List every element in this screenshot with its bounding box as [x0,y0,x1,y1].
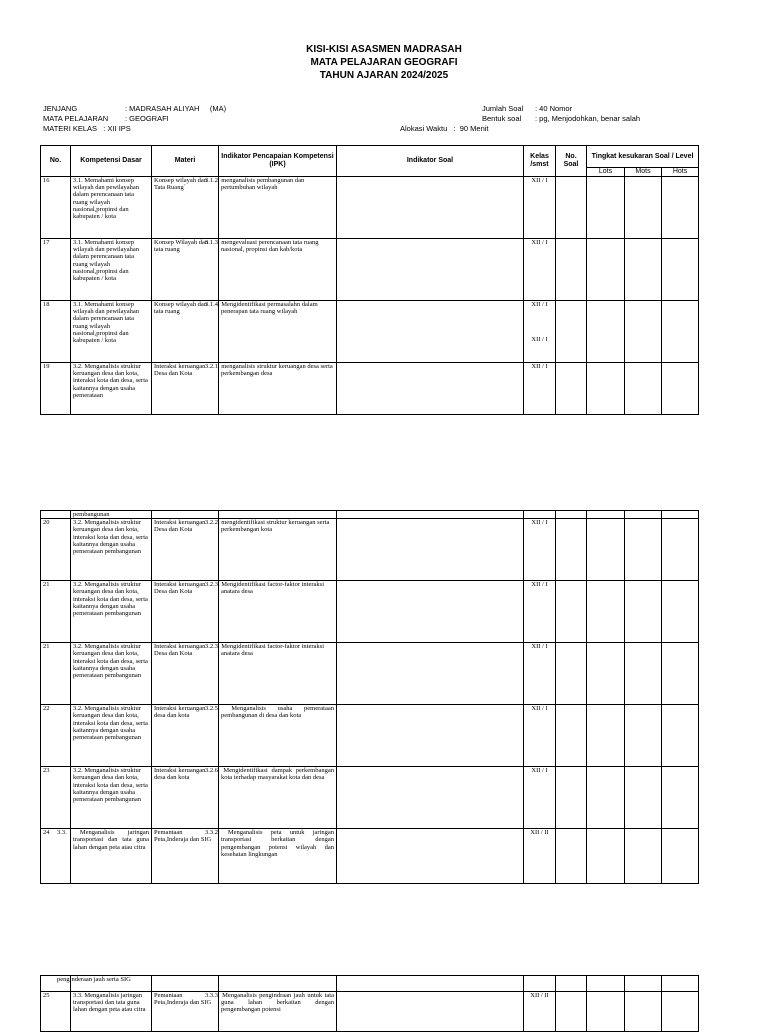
header-materi: Materi [152,146,219,177]
header-no-soal: No. Soal [556,146,587,177]
cell-kelas: XII / I [524,239,556,301]
cell-kd-continuation: penginderaan jauh serta SIG [71,976,152,992]
cell-hots [662,705,699,767]
cell-hots [662,177,699,239]
bentuk-soal-label: Bentuk soal [482,114,522,123]
table-row [41,829,699,884]
cell-lots [587,239,625,301]
cell-lots [587,767,625,829]
cell-kd: 3.2. Menganalisis struktur keruangan desa dan kota, interaksi kota dan desa, serta kaitannya dengan usaha pemerataan pembangunan [71,643,152,705]
cell-no: 19 [41,363,71,415]
mapel-label: MATA PELAJARAN [43,114,109,123]
cell-mots [625,992,662,1032]
header-tingkat-kesukaran: Tingkat kesukaran Soal / Level [587,146,699,168]
cell-no-soal [556,705,587,767]
kisi-table-page3 [40,975,699,1032]
doc-title: KISI-KISI ASASMEN MADRASAH [306,44,462,55]
cell-ipk: 3.3.2. Menganalisis peta untuk jaringan transportasi berkaitan dengan pengembangan potensi wilayah dan kesehatan lingkungan [219,829,337,884]
table-row-continuation [41,511,699,519]
cell-no-soal [556,829,587,884]
doc-subtitle-subject: MATA PELAJARAN GEOGRAFI [310,57,458,68]
cell-kelas-line2: XII / I [531,336,548,344]
cell-mots [625,519,662,581]
cell-materi: Interaksi keruangan Desa dan Kota [152,581,219,643]
header-kompetensi-dasar: Kompetensi Dasar [71,146,152,177]
cell-no: 23 [41,767,71,829]
cell-lots [587,992,625,1032]
jenjang-value: : MADRASAH ALIYAH (MA) [125,104,227,113]
table-row-continuation [41,976,699,992]
cell-no-soal [556,519,587,581]
header-lots: Lots [587,168,625,177]
cell-no: 20 [41,519,71,581]
cell-hots [662,829,699,884]
cell-hots [662,767,699,829]
cell-kd: 3.2. Menganalisis struktur keruangan desa dan kota, interaksi kota dan desa, serta kaitannya dengan usaha pemerataan pembangunan [71,705,152,767]
cell-mots [625,767,662,829]
cell-ipk: 3.1.4. Mengidentifikasi permasalahn dalam penerapan tata ruang wilayah [219,301,337,363]
cell-hots [662,992,699,1032]
jenjang-label: JENJANG [43,104,78,113]
cell-indikator-soal [337,301,524,363]
kisi-table-page1 [40,145,699,415]
table-row [41,581,699,643]
mapel-value: : GEOGRAFI [125,114,169,123]
cell-materi: Interaksi keruangan Desa dan Kota [152,519,219,581]
cell-no: 25 [41,992,71,1032]
cell-ipk: 3.2.2. mengidentifikasi struktur keruangan serta perkembangan kota [219,519,337,581]
cell-ipk: 3.2.3. Mengidentifikasi factor-faktor interaksi anatara desa [219,643,337,705]
cell-materi: Konsep wilayah dan Tata Ruang` [152,177,219,239]
cell-kelas: XII / I [524,581,556,643]
cell-kelas: XII / I [524,177,556,239]
cell-no: 21 [41,643,71,705]
cell-materi: Konsep wilayah dan tata ruang [152,301,219,363]
cell-kd: 3.3. Menganalisis jaringan transportasi dan tata guna lahan dengan peta atau citra [71,992,152,1032]
cell-no-soal [556,301,587,363]
header-hots: Hots [662,168,699,177]
cell-lots [587,301,625,363]
cell-no-soal [556,177,587,239]
alokasi-waktu: Alokasi Waktu : 90 Menit [400,124,489,133]
cell-ipk: 3.2.6. Mengidentifikasi dampak perkembangan kota terhadap masyarakat kota dan desa [219,767,337,829]
cell-kelas: XII / I [524,767,556,829]
cell-no-soal [556,239,587,301]
cell-kd: 3.2. Menganalisis struktur keruangan desa dan kota, interaksi kota dan desa, serta kaitannya dengan usaha pemerataan pembangunan [71,767,152,829]
cell-lots [587,581,625,643]
cell-indikator-soal [337,829,524,884]
jumlah-soal-value: : 40 Nomor [535,104,573,113]
cell-kd-continuation: pembangunan [71,511,152,519]
cell-indikator-soal [337,992,524,1032]
cell-no: 18 [41,301,71,363]
cell-hots [662,239,699,301]
table-row [41,239,699,301]
bentuk-soal-value: : pg, Menjodohkan, benar salah [535,114,641,123]
header-kelas: Kelas /smst [524,146,556,177]
cell-lots [587,705,625,767]
table-row [41,363,699,415]
cell-indikator-soal [337,363,524,415]
cell-kd: 3.1. Memahami konsep wilayah dan pewilayahan dalam perencanaan tata ruang wilayah nasional,propinsi dan kabupaten / kota [71,177,152,239]
jumlah-soal-label: Jumlah Soal [482,104,524,113]
cell-mots [625,301,662,363]
cell-hots [662,581,699,643]
table-row [41,177,699,239]
cell-mots [625,829,662,884]
cell-no-soal [556,581,587,643]
cell-kelas: XII / I [524,705,556,767]
cell-kd: 3.1. Memahami konsep wilayah dan pewilayahan dalam perencanaan tata ruang wilayah nasional,propinsi dan kabupaten / kota [71,301,152,363]
cell-no-soal [556,643,587,705]
cell-materi: Interaksi keruangan desa dan kota [152,767,219,829]
table-row [41,767,699,829]
cell-materi: Pemantaan Peta,Inderaja dan SIG [152,829,219,884]
cell-materi: Interaksi keruangan Desa dan Kota [152,363,219,415]
cell-mots [625,177,662,239]
table-row [41,705,699,767]
cell-lots [587,177,625,239]
cell-kelas: XII / II [524,829,556,884]
cell-no-soal [556,363,587,415]
cell-ipk: 3.3.3. Menganalisis pengindraan jauh untuk tata guna lahan berkaitan dengan pengembangan potensi [219,992,337,1032]
cell-ipk: 3.2.1. menganalisis struktur keruangan desa serta perkembangan desa [219,363,337,415]
cell-materi: Pemantaan Peta,Inderaja dan SIG [152,992,219,1032]
cell-lots [587,363,625,415]
cell-kd: 3.3. Menganalisis jaringan transportasi dan tata guna lahan dengan peta atau citra [71,829,152,884]
cell-indikator-soal [337,643,524,705]
cell-mots [625,705,662,767]
cell-kd: 3.2. Menganalisis struktur keruangan desa dan kota, interaksi kota dan desa, serta kaitannya dengan usaha pemerataan pembangunan [71,581,152,643]
header-ipk: Indikator Pencapaian Kompetensi (IPK) [219,146,337,177]
cell-materi: Interaksi keruangan desa dan kota [152,705,219,767]
cell-lots [587,829,625,884]
cell-hots [662,643,699,705]
cell-kelas: XII / I [524,519,556,581]
cell-kelas: XII / II [524,992,556,1032]
cell-no-soal [556,992,587,1032]
cell-kd: 3.1. Memahami konsep wilayah dan pewilayahan dalam perencanaan tata ruang wilayah nasional,propinsi dan kabupaten / kota [71,239,152,301]
cell-materi: Konsep Wilayah dan tata ruang [152,239,219,301]
cell-ipk: 3.2.5. Menganalisis usaha pemerataan pembangunan di desa dan kota [219,705,337,767]
cell-no-soal [556,767,587,829]
cell-indikator-soal [337,705,524,767]
cell-kd: 3.2. Menganalisis struktur keruangan desa dan kota, interaksi kota dan desa, serta kaitannya dengan usaha pemerataan [71,363,152,415]
cell-indikator-soal [337,239,524,301]
cell-no: 21 [41,581,71,643]
cell-lots [587,519,625,581]
cell-indikator-soal [337,177,524,239]
cell-no: 17 [41,239,71,301]
cell-ipk: 3.2.3. Mengidentifikasi factor-faktor interaksi anatara desa [219,581,337,643]
cell-indikator-soal [337,519,524,581]
cell-kelas [524,301,556,363]
cell-mots [625,643,662,705]
cell-mots [625,581,662,643]
cell-no: 24 [41,829,71,884]
cell-kelas-line1: XII / I [531,301,548,308]
header-indikator-soal: Indikator Soal [337,146,524,177]
cell-hots [662,519,699,581]
cell-hots [662,301,699,363]
cell-materi: Interaksi keruangan Desa dan Kota [152,643,219,705]
cell-no: 16 [41,177,71,239]
doc-subtitle-year: TAHUN AJARAN 2024/2025 [319,70,449,81]
cell-ipk: 3.1.2. menganalisis pembangunan dan pertumbuhan wilayah [219,177,337,239]
table-row [41,301,699,363]
table-row [41,992,699,1032]
header-mots: Mots [625,168,662,177]
cell-kd: 3.2. Menganalisis struktur keruangan desa dan kota, interaksi kota dan desa, serta kaitannya dengan usaha pemerataan pembangunan [71,519,152,581]
cell-no: 22 [41,705,71,767]
kisi-table-page2 [40,510,699,884]
cell-indikator-soal [337,581,524,643]
cell-mots [625,239,662,301]
cell-hots [662,363,699,415]
cell-kelas: XII / I [524,363,556,415]
materi-kelas: MATERI KELAS : XII IPS [43,124,131,133]
cell-kelas: XII / I [524,643,556,705]
cell-mots [625,363,662,415]
cell-indikator-soal [337,767,524,829]
table-row [41,643,699,705]
header-no: No. [41,146,71,177]
cell-ipk: 3.1.3. mengevaluasi perencanaan tata ruang nasional, propinsi dan kab/kota [219,239,337,301]
cell-lots [587,643,625,705]
table-row [41,519,699,581]
